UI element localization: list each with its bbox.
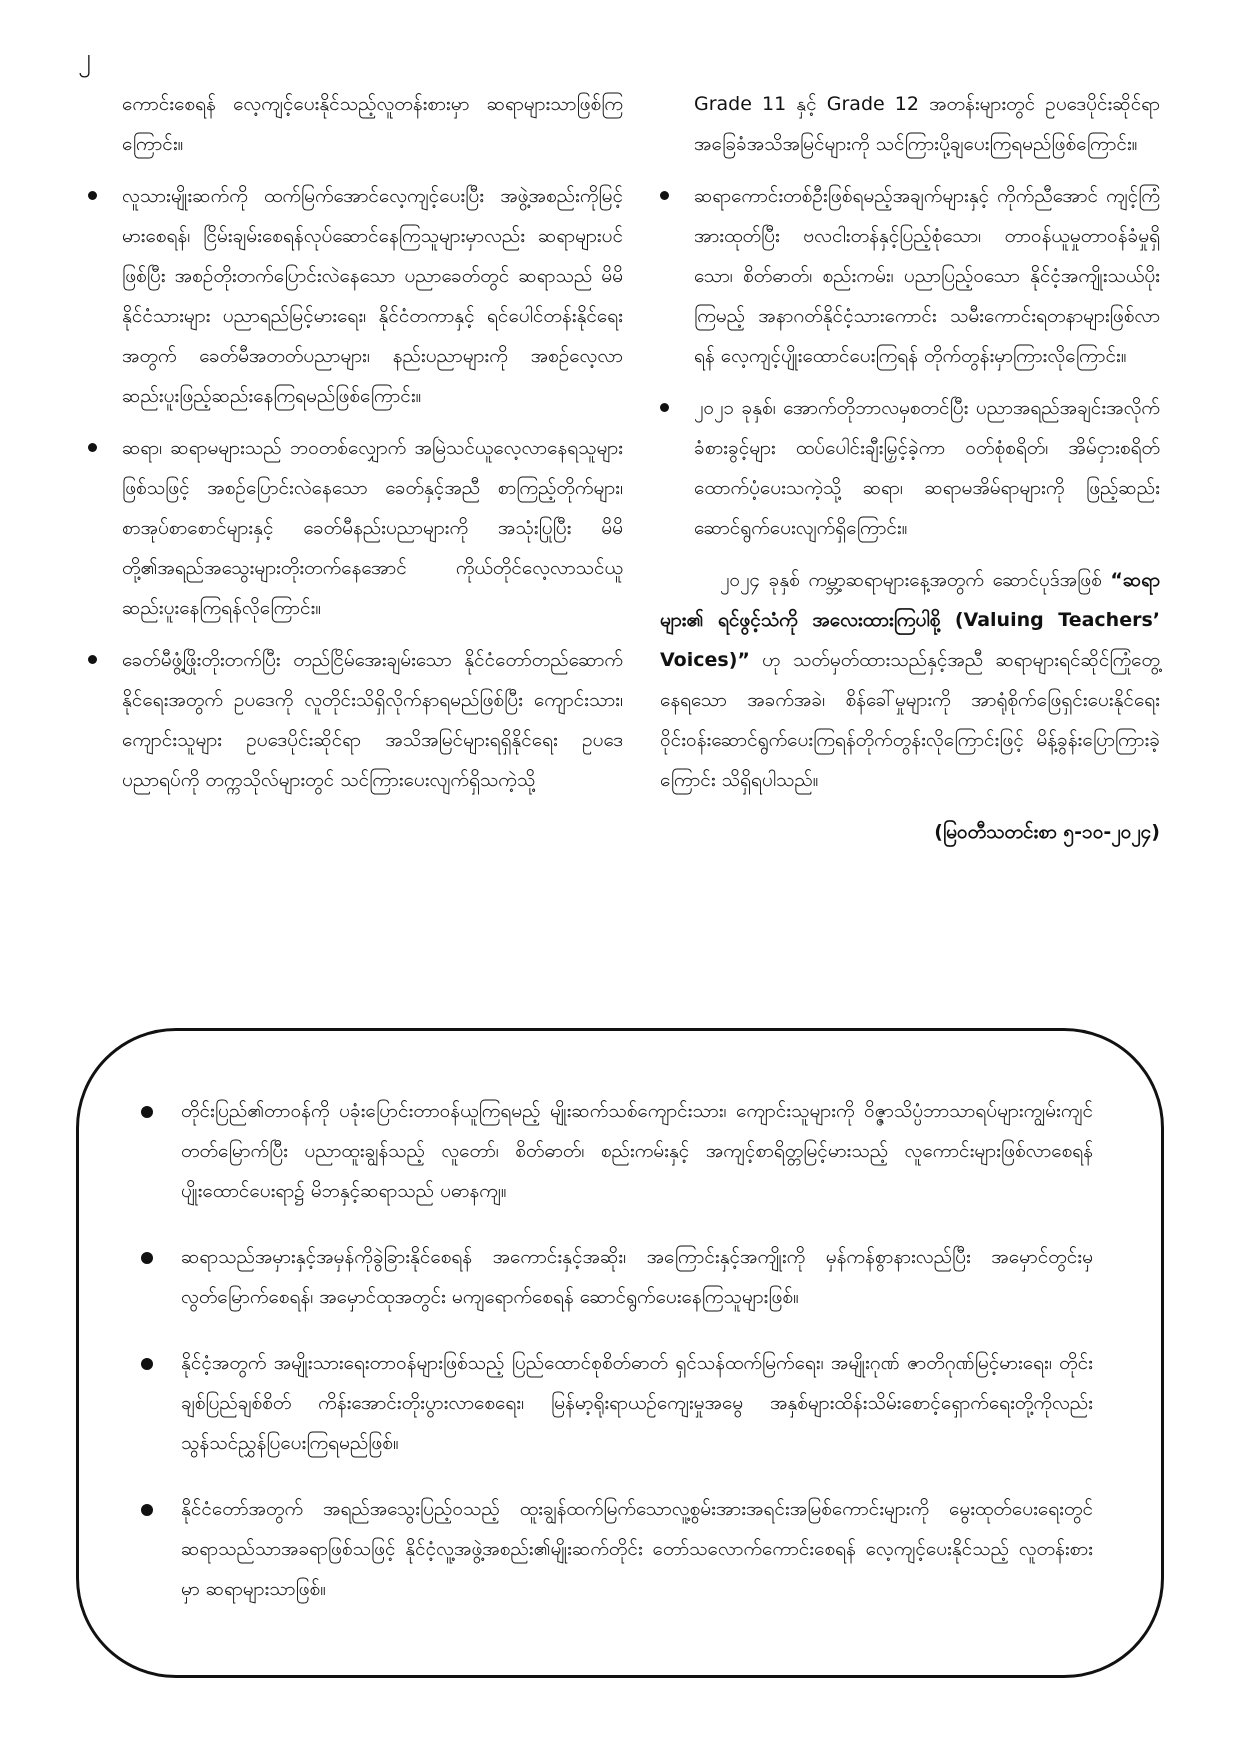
closing-text-end: ဟု သတ်မှတ်ထားသည်နှင့်အညီ ဆရာများရင်ဆိုင်ကြုံတွေ့နေရသော အခက်အခဲ၊ စိန်ခေါ်မှုများကို အာရုံစိုက်ဖြေရှင်းပေးနိုင်ရေး ဝိုင်းဝန်းဆောင်ရွက်ပေးကြရန်တိုက်တွန်းလိုကြောင်းဖြင့် မိန့်ခွန်းပြောကြားခဲ့ကြောင်း သိရှိရပါသည်။ [660,649,1160,791]
bullet-icon [141,1106,153,1118]
right-column [660,84,1160,864]
bullet-icon [141,1504,153,1516]
list-item [88,176,623,416]
summary-item [135,1091,1093,1211]
theme-quote: “ဆရာများ၏ ရင်ဖွင့်သံကို အလေးထားကြပါစို့ (Valuing Teachers’ Voices)” [660,569,1160,671]
list-item-text: လူသားမျိုးဆက်ကို ထက်မြက်အောင်လေ့ကျင့်ပေးပြီး အဖွဲ့အစည်းကိုမြင့်မားစေရန်၊ ငြိမ်းချမ်းစေရန်လုပ်ဆောင်နေကြသူများမှာလည်း ဆရာများပင်ဖြစ်ပြီး အစဉ်တိုးတက်ပြောင်းလဲနေသော ပညာခေတ်တွင် ဆရာသည် မိမိနိုင်ငံသားများ ပညာရည်မြင့်မားရေး၊ နိုင်ငံတကာနှင့် ရင်ပေါင်တန်းနိုင်ရေးအတွက် ခေတ်မီအတတ်ပညာများ၊ နည်းပညာများကို အစဉ်လေ့လာဆည်းပူးဖြည့်ဆည်းနေကြရမည်ဖြစ်ကြောင်း။ [122,185,623,407]
bullet-icon [88,655,97,664]
bullet-icon [141,1358,153,1370]
summary-bullet-list [135,1091,1093,1609]
source-citation: (မြဝတီသတင်းစာ ၅-၁၀-၂၀၂၄) [934,821,1160,843]
summary-item [135,1237,1093,1317]
bullet-icon [141,1252,153,1264]
list-item-text: ၂၀၂၁ ခုနှစ်၊ အောက်တိုဘာလမှစတင်ပြီး ပညာအရည်အချင်းအလိုက် ခံစားခွင့်များ ထပ်ပေါင်းချီးမြှင့်ခဲ့ကာ ဝတ်စုံစရိတ်၊ အိမ်ငှားစရိတ် ထောက်ပံ့ပေးသကဲ့သို့ ဆရာ၊ ဆရာမအိမ်ရာများကို ဖြည့်ဆည်းဆောင်ရွက်ပေးလျက်ရှိကြောင်း။ [694,397,1160,539]
summary-item-text: နိုင်ငံတော်အတွက် အရည်အသွေးပြည့်ဝသည့် ထူးချွန်ထက်မြက်သောလူ့စွမ်းအားအရင်းအမြစ်ကောင်းများကို မွေးထုတ်ပေးရေးတွင် ဆရာသည်သာအခရာဖြစ်သဖြင့် နိုင်ငံ့လူ့အဖွဲ့အစည်း၏မျိုးဆက်တိုင်း တော်သလောက်ကောင်းစေရန် လေ့ကျင့်ပေးနိုင်သည့် လူတန်းစားမှာ ဆရာများသာဖြစ်။ [181,1498,1093,1600]
list-item [88,428,623,628]
bullet-icon [660,191,669,200]
bullet-icon [660,403,669,412]
summary-item [135,1343,1093,1463]
bullet-icon [88,191,97,200]
bullet-icon [88,443,97,452]
summary-item [135,1489,1093,1609]
list-item-text: ဆရာ၊ ဆရာမများသည် ဘဝတစ်လျှောက် အမြဲသင်ယူလေ့လာနေရသူများဖြစ်သဖြင့် အစဉ်ပြောင်းလဲနေသော ခေတ်နှင့်အညီ စာကြည့်တိုက်များ၊ စာအုပ်စာစောင်များနှင့် ခေတ်မီနည်းပညာများကို အသုံးပြုပြီး မိမိတို့၏အရည်အသွေးများတိုးတက်နေအောင် ကိုယ်တိုင်လေ့လာသင်ယူ ဆည်းပူးနေကြရန်လိုကြောင်း။ [122,437,623,619]
list-item [660,388,1160,548]
right-bullet-list [660,176,1160,548]
summary-item-text: ဆရာသည်အမှားနှင့်အမှန်ကိုခွဲခြားနိုင်စေရန် အကောင်းနှင့်အဆိုး၊ အကြောင်းနှင့်အကျိုးကို မှန်ကန်စွာနားလည်ပြီး အမှောင်တွင်းမှ လွတ်မြောက်စေရန်၊ အမှောင်ထုအတွင်း မကျရောက်စေရန် ဆောင်ရွက်ပေးနေကြသူများဖြစ်။ [181,1246,1093,1308]
left-column [88,84,623,812]
bullet-continuation: Grade 11 နှင့် Grade 12 အတန်းများတွင် ဥပဒေပိုင်းဆိုင်ရာ အခြေခံအသိအမြင်များကို သင်ကြားပို့ချပေးကြရမည်ဖြစ်ကြောင်း။ [694,93,1160,155]
closing-text-start: ၂၀၂၄ ခုနှစ် ကမ္ဘာ့ဆရာများနေ့အတွက် ဆောင်ပုဒ်အဖြစ် [720,569,1111,591]
list-item [660,176,1160,376]
intro-continuation: ကောင်းစေရန် လေ့ကျင့်ပေးနိုင်သည့်လူတန်းစားမှာ ဆရာများသာဖြစ်ကြကြောင်း။ [122,93,623,155]
left-bullet-list [88,176,623,800]
list-item [88,640,623,800]
summary-item-text: တိုင်းပြည်၏တာဝန်ကို ပခုံးပြောင်းတာဝန်ယူကြရမည့် မျိုးဆက်သစ်ကျောင်းသား၊ ကျောင်းသူများကို ဝိဇ္ဇာသိပ္ပံဘာသာရပ်များကျွမ်းကျင်တတ်မြောက်ပြီး ပညာထူးချွန်သည့် လူတော်၊ စိတ်ဓာတ်၊ စည်းကမ်းနှင့် အကျင့်စာရိတ္တမြင့်မားသည့် လူကောင်းများဖြစ်လာစေရန် ပျိုးထောင်ပေးရာ၌ မိဘနှင့်ဆရာသည် ပဓာနကျ။ [181,1100,1093,1202]
list-item-text: ခေတ်မီဖွံ့ဖြိုးတိုးတက်ပြီး တည်ငြိမ်အေးချမ်းသော နိုင်ငံတော်တည်ဆောက်နိုင်ရေးအတွက် ဥပဒေကို လူတိုင်းသိရှိလိုက်နာရမည်ဖြစ်ပြီး ကျောင်းသား၊ ကျောင်းသူများ ဥပဒေပိုင်းဆိုင်ရာ အသိအမြင်များရရှိနိုင်ရေး ဥပဒေပညာရပ်ကို တက္ကသိုလ်များတွင် သင်ကြားပေးလျက်ရှိသကဲ့သို့ [122,649,623,791]
summary-box [76,1028,1164,1678]
summary-item-text: နိုင်ငံ့အတွက် အမျိုးသားရေးတာဝန်များဖြစ်သည့် ပြည်ထောင်စုစိတ်ဓာတ် ရှင်သန်ထက်မြက်ရေး၊ အမျိုးဂုဏ် ဇာတိဂုဏ်မြင့်မားရေး၊ တိုင်းချစ်ပြည်ချစ်စိတ် ကိန်းအောင်းတိုးပွားလာစေရေး၊ မြန်မာ့ရိုးရာယဉ်ကျေးမှုအမွေ အနှစ်များထိန်းသိမ်းစောင့်ရှောက်ရေးတို့ကိုလည်း သွန်သင်ညွှန်ပြပေးကြရမည်ဖြစ်။ [181,1352,1093,1454]
list-item-text: ဆရာကောင်းတစ်ဦးဖြစ်ရမည့်အချက်များနှင့် ကိုက်ညီအောင် ကျင့်ကြံအားထုတ်ပြီး ဗလငါးတန်နှင့်ပြည့်စုံသော၊ တာဝန်ယူမှုတာဝန်ခံမှုရှိသော၊ စိတ်ဓာတ်၊ စည်းကမ်း၊ ပညာပြည့်ဝသော နိုင်ငံ့အကျိုးသယ်ပိုးကြမည့် အနာဂတ်နိုင်ငံ့သားကောင်း သမီးကောင်းရတနာများဖြစ်လာရန် လေ့ကျင့်ပျိုးထောင်ပေးကြရန် တိုက်တွန်းမှာကြားလိုကြောင်း။ [694,185,1160,367]
page-number: ၂ [78,43,91,73]
closing-paragraph [660,560,1160,800]
